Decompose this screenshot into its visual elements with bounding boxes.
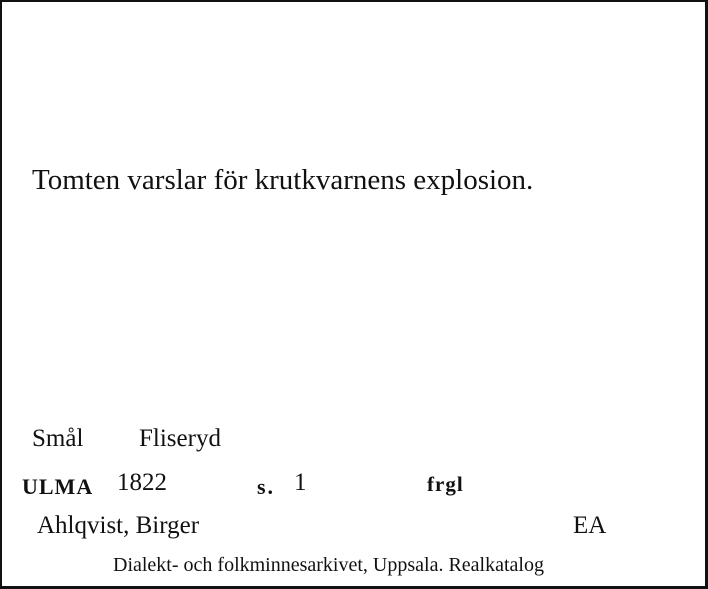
record-number: 1822 [117,469,167,496]
page-number: 1 [294,469,307,496]
parish-label: Fliseryd [139,425,221,452]
archive-label: ULMA [22,474,94,499]
type-label: frgl [427,472,464,496]
card-title: Tomten varslar för krutkvarnens explosion. [32,164,534,196]
page-label: s. [257,474,276,499]
code-label: EA [573,512,607,539]
footer-text: Dialekt- och folkminnesarkivet, Uppsala. Realkatalog [113,554,544,576]
region-label: Smål [32,425,84,452]
recorder-name: Ahlqvist, Birger [37,512,200,539]
